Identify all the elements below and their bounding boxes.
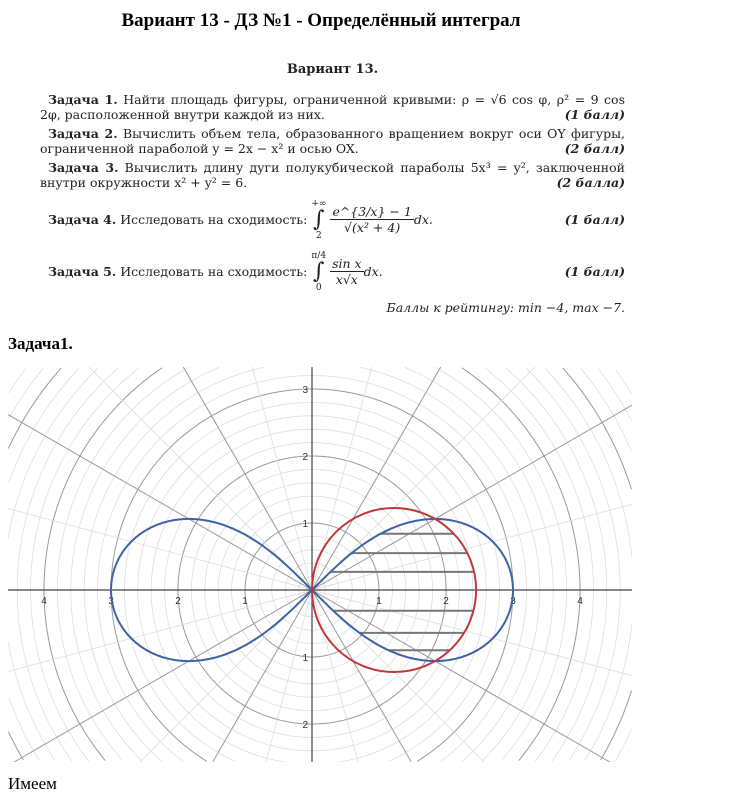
task-label: Задача 2. (48, 125, 118, 141)
task-label: Задача 5. (48, 263, 117, 279)
task-text: Исследовать на сходимость: (120, 211, 308, 227)
integral-upper-limit: +∞ (311, 198, 327, 209)
fraction (330, 256, 364, 288)
grid-ray (8, 504, 632, 671)
x-tick-label: 3 (108, 596, 114, 607)
polar-graph (8, 367, 632, 762)
x-tick-label: 2 (175, 596, 181, 607)
differential: dx. (413, 211, 433, 227)
task-1 (40, 92, 625, 123)
x-tick-label: 2 (443, 596, 449, 607)
task-points: (2 балл) (564, 141, 625, 156)
x-tick-label: 4 (41, 596, 47, 607)
task-points: (1 балл) (564, 263, 625, 279)
y-tick-label: 3 (302, 385, 308, 396)
integral-lower-limit: 0 (315, 282, 322, 293)
task-4 (40, 194, 625, 246)
variant-heading: Вариант 13. (286, 62, 379, 77)
integral-sign: +∞ ∫ 2 (311, 198, 327, 241)
page-title: Вариант 13 - ДЗ №1 - Определённый интеграл (121, 10, 521, 31)
task-points: (1 балл) (564, 107, 625, 122)
task-label: Задача 1. (48, 91, 118, 107)
rating-points: Баллы к рейтингу: min −4, max −7. (386, 299, 625, 315)
task-points: (1 балл) (564, 211, 625, 227)
denominator: √(x² + 4) (344, 220, 401, 235)
task-text: Вычислить объем тела, образованного вращением вокруг оси OY фигуры, ограниченной параболой y = 2x − x² и осью OX. (40, 125, 625, 156)
y-tick-label: 1 (302, 519, 308, 530)
grid-circle (9, 370, 632, 395)
task-2 (40, 126, 625, 157)
footer-text: Имеем (8, 774, 57, 793)
task-3 (40, 160, 625, 191)
task-5 (40, 246, 625, 298)
task-text: Вычислить длину дуги полукубической параболы 5x³ = y², заключенной внутри окружности x² + y² = 6. (40, 159, 625, 190)
y-tick-label: 1 (302, 653, 308, 664)
x-tick-label: 1 (376, 596, 382, 607)
fraction (330, 204, 413, 236)
assignment-scan (40, 62, 625, 315)
x-tick-label: 1 (242, 596, 248, 607)
integral-lower-limit: 2 (316, 230, 322, 241)
task-points: (2 балла) (556, 175, 625, 190)
grid-ray (8, 509, 632, 676)
x-tick-label: 3 (510, 596, 516, 607)
task-label: Задача 3. (48, 159, 119, 175)
numerator: sin x (332, 255, 362, 271)
y-tick-label: 2 (302, 452, 308, 463)
numerator: e^{3/x} − 1 (332, 203, 412, 219)
task-text: Исследовать на сходимость: (120, 263, 308, 279)
x-tick-label: 4 (577, 596, 583, 607)
task-label: Задача 4. (48, 211, 117, 227)
y-tick-label: 2 (302, 720, 308, 731)
integral-sign: π/4 ∫ 0 (311, 250, 327, 293)
task-text: Найти площадь фигуры, ограниченной кривыми: ρ = √6 cos φ, ρ² = 9 cos 2φ, расположенной внутри каждой из них. (40, 91, 625, 122)
integral-upper-limit: π/4 (311, 250, 327, 261)
denominator: x√x (335, 272, 358, 287)
differential: dx. (363, 263, 383, 279)
section-heading: Задача1. (8, 334, 73, 353)
